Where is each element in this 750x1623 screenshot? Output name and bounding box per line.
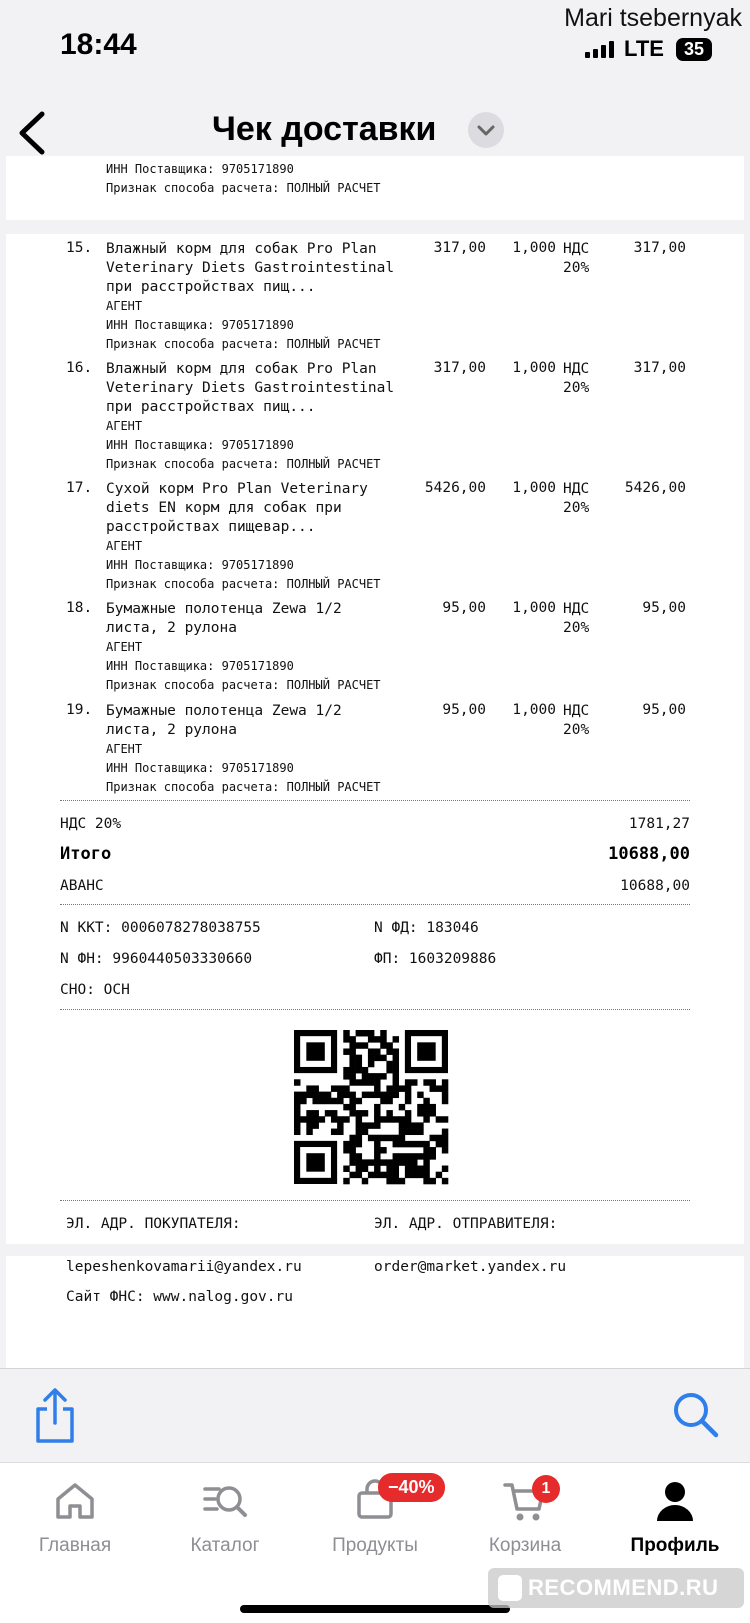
- item-name: Сухой корм Pro Plan Veterinary diets EN корм для собак при расстройствах пищевар...: [106, 481, 368, 535]
- item-inn: ИНН Поставщика: 9705171890: [106, 162, 294, 176]
- share-icon: [30, 1387, 80, 1445]
- tab-home[interactable]: [5, 1477, 145, 1557]
- receipt-item: [6, 360, 744, 472]
- item-sum: 317,00: [633, 240, 686, 256]
- chevron-down-icon: [468, 112, 504, 148]
- item-price: 317,00: [433, 360, 486, 376]
- item-name: Влажный корм для собак Pro Plan Veterinary Diets Gastrointestinal при расстройствах пищ...: [106, 241, 395, 295]
- search-icon: [670, 1389, 722, 1441]
- item-number: 18.: [66, 600, 93, 616]
- battery-icon: 35: [676, 38, 712, 61]
- profile-icon: [651, 1477, 699, 1525]
- item-number: 16.: [66, 360, 93, 376]
- item-price: 95,00: [442, 600, 486, 616]
- item-sum: 317,00: [633, 360, 686, 376]
- tab-label: Главная: [38, 1535, 112, 1556]
- item-quantity: 1,000: [512, 360, 556, 376]
- item-number: 15.: [66, 240, 93, 256]
- item-sum: 95,00: [642, 702, 686, 718]
- tab-profile[interactable]: [605, 1477, 745, 1557]
- search-button[interactable]: [670, 1389, 722, 1441]
- fn-number: N ФН: 9960440503330660: [60, 951, 253, 967]
- tab-label: Продукты: [332, 1535, 418, 1556]
- back-button[interactable]: [14, 108, 54, 158]
- item-name: Бумажные полотенца Zewa 1/2 листа, 2 рулона: [106, 601, 342, 636]
- receipt-scroll-area[interactable]: [0, 162, 750, 1368]
- receipt-page-fragment: [6, 156, 744, 220]
- tab-label: Корзина: [488, 1535, 562, 1556]
- catalog-icon: [201, 1477, 249, 1525]
- advance-label: АВАНС: [60, 878, 104, 894]
- sender-email: order@market.yandex.ru: [374, 1259, 567, 1275]
- sender-email-label: ЭЛ. АДР. ОТПРАВИТЕЛЯ:: [374, 1216, 558, 1232]
- qr-code: [294, 1030, 448, 1184]
- divider: [60, 1200, 690, 1201]
- watermark: RECOMMEND.RU: [488, 1568, 744, 1608]
- item-meta: АГЕНТ ИНН Поставщика: 9705171890 Признак способа расчета: ПОЛНЫЙ РАСЧЕТ: [106, 539, 381, 591]
- item-meta: АГЕНТ ИНН Поставщика: 9705171890 Признак способа расчета: ПОЛНЫЙ РАСЧЕТ: [106, 419, 381, 471]
- status-bar: [0, 0, 750, 80]
- item-name: Бумажные полотенца Zewa 1/2 листа, 2 рулона: [106, 703, 342, 738]
- home-icon: [51, 1477, 99, 1525]
- home-indicator: [240, 1605, 510, 1613]
- buyer-email-label: ЭЛ. АДР. ПОКУПАТЕЛЯ:: [66, 1216, 241, 1232]
- grand-total-label: Итого: [60, 844, 112, 864]
- vat-total-value: 1781,27: [628, 816, 690, 832]
- item-price: 317,00: [433, 240, 486, 256]
- item-quantity: 1,000: [512, 600, 556, 616]
- item-sum: 5426,00: [624, 480, 686, 496]
- page-title: Чек доставки: [212, 110, 437, 148]
- share-button[interactable]: [30, 1387, 80, 1445]
- receipt-page: [6, 234, 744, 1244]
- divider: [60, 800, 690, 801]
- item-number: 17.: [66, 480, 93, 496]
- fp-number: ФП: 1603209886: [374, 951, 497, 967]
- receipt-item: [6, 600, 744, 694]
- vat-total-label: НДС 20%: [60, 816, 122, 832]
- grand-total-value: 10688,00: [608, 844, 690, 864]
- cart-count-badge: 1: [532, 1475, 560, 1503]
- item-price: 95,00: [442, 702, 486, 718]
- status-indicators: [585, 36, 712, 62]
- title-menu-button[interactable]: [468, 112, 504, 148]
- qr-code-image: [294, 1030, 448, 1184]
- item-quantity: 1,000: [512, 702, 556, 718]
- back-arrow-icon: [14, 108, 54, 158]
- item-meta: АГЕНТ ИНН Поставщика: 9705171890 Признак способа расчета: ПОЛНЫЙ РАСЧЕТ: [106, 640, 381, 692]
- item-name: Влажный корм для собак Pro Plan Veterinary Diets Gastrointestinal при расстройствах пищ...: [106, 361, 395, 415]
- receipt-item: [6, 240, 744, 352]
- item-sum: 95,00: [642, 600, 686, 616]
- item-vat: НДС 20%: [563, 481, 590, 516]
- item-meta: АГЕНТ ИНН Поставщика: 9705171890 Признак способа расчета: ПОЛНЫЙ РАСЧЕТ: [106, 742, 381, 794]
- bottom-toolbar: [0, 1368, 750, 1462]
- item-quantity: 1,000: [512, 480, 556, 496]
- divider: [60, 1009, 690, 1010]
- tab-catalog[interactable]: [155, 1477, 295, 1557]
- watermark-logo-icon: [498, 1575, 522, 1601]
- promo-badge: −40%: [378, 1473, 445, 1502]
- item-quantity: 1,000: [512, 240, 556, 256]
- item-vat: НДС 20%: [563, 361, 590, 396]
- fd-number: N ФД: 183046: [374, 920, 479, 936]
- tab-label: Каталог: [190, 1535, 260, 1556]
- advance-value: 10688,00: [620, 878, 690, 894]
- signal-icon: [585, 40, 614, 58]
- item-payment-method: Признак способа расчета: ПОЛНЫЙ РАСЧЕТ: [106, 181, 381, 195]
- tax-system: СНО: ОСН: [60, 982, 130, 998]
- tab-label: Профиль: [630, 1535, 720, 1556]
- buyer-email: lepeshenkovamarii@yandex.ru: [66, 1259, 302, 1275]
- item-meta: АГЕНТ ИНН Поставщика: 9705171890 Признак способа расчета: ПОЛНЫЙ РАСЧЕТ: [106, 299, 381, 351]
- item-number: 19.: [66, 702, 93, 718]
- item-price: 5426,00: [424, 480, 486, 496]
- status-time: 18:44: [60, 28, 137, 61]
- fns-site: Сайт ФНС: www.nalog.gov.ru: [66, 1289, 293, 1305]
- tab-cart[interactable]: [455, 1477, 595, 1557]
- receipt-item: [6, 702, 744, 796]
- kkt-number: N ККТ: 0006078278038755: [60, 920, 261, 936]
- network-type: LTE: [624, 36, 664, 61]
- item-vat: НДС 20%: [563, 241, 590, 276]
- item-vat: НДС 20%: [563, 601, 590, 636]
- status-user-name: Mari tsebernyak: [564, 4, 742, 32]
- item-vat: НДС 20%: [563, 703, 590, 738]
- receipt-item: [6, 480, 744, 592]
- divider: [60, 904, 690, 905]
